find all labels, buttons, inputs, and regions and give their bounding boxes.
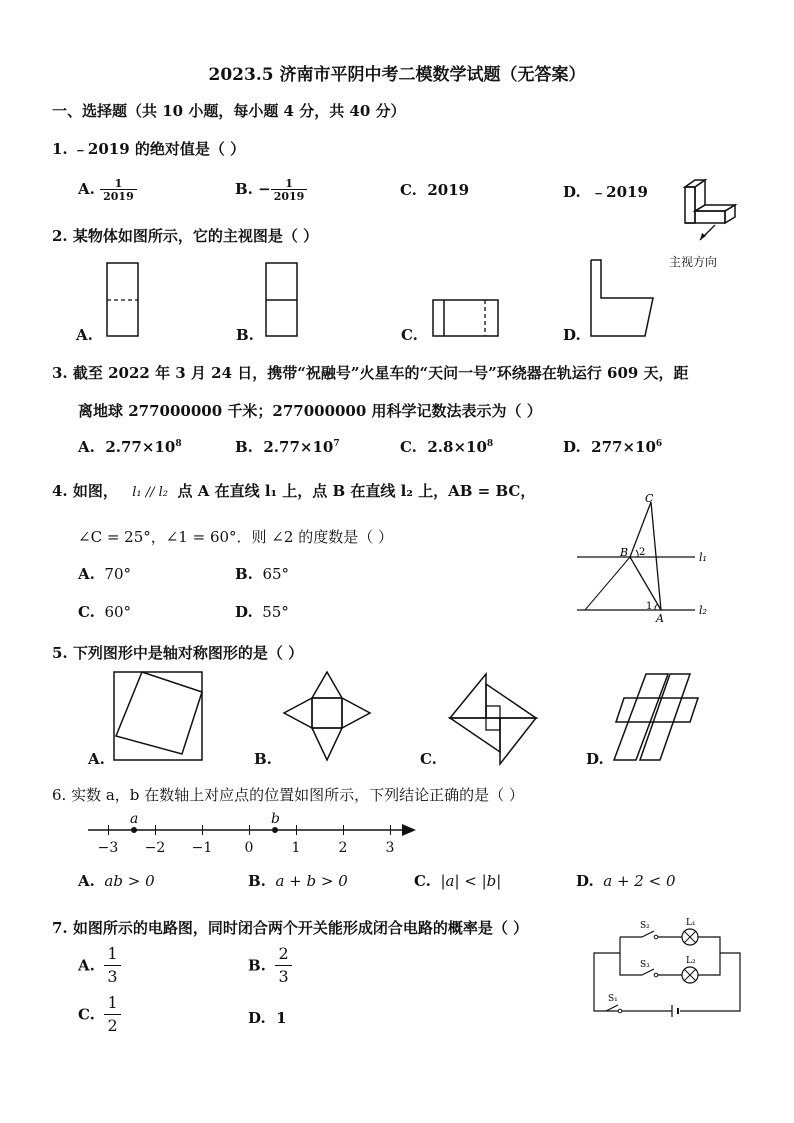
q3-stem-line1: 3. 截至 2022 年 3 月 24 日，携带“祝融号”火星车的“天问一号”环绕器在轨运行 609 天，距 <box>52 364 689 382</box>
q7-option-c[interactable]: C. $\frac{1}{2}$ <box>78 995 121 1034</box>
q7-label-s2: S₂ <box>640 921 650 931</box>
q7-label-l2: L₂ <box>686 956 696 966</box>
q5-c-figure <box>448 672 542 766</box>
q7-b-fraction: $\frac{2}{3}$ <box>275 946 291 985</box>
q3-option-a[interactable]: A. $2.77\times 10^8$ <box>78 438 182 456</box>
q2-option-c[interactable]: C. <box>401 326 418 344</box>
q6-point-a-label: a <box>130 811 139 827</box>
q2-d-figure <box>589 258 657 340</box>
q6-tick-mark <box>296 825 297 835</box>
q2-option-d[interactable]: D. <box>563 326 581 344</box>
q6-tick-label: 3 <box>385 840 395 856</box>
q5-option-b[interactable]: B. <box>254 750 272 768</box>
q6-option-c[interactable]: C. |a| < |b| <box>414 872 502 890</box>
q6-option-d[interactable]: D. a + 2 < 0 <box>576 872 676 890</box>
q6-option-a[interactable]: A. ab > 0 <box>78 872 155 890</box>
q6-tick-label: 2 <box>338 840 348 856</box>
q7-circuit-figure <box>590 915 750 1025</box>
q6-point-a-dot <box>131 827 137 833</box>
q4-stem-line2: ∠C = 25°，∠1 = 60°．则 ∠2 的度数是（ ） <box>78 528 393 546</box>
q1-stem: 1. ﹣2019 的绝对值是（ ） <box>52 140 246 158</box>
q6-tick-mark <box>108 825 109 835</box>
q7-label-s1: S₁ <box>608 994 618 1004</box>
q3-option-c[interactable]: C. $2.8\times 10^8$ <box>400 438 494 456</box>
q2-a-figure <box>106 262 140 338</box>
q4-label-l2: l₂ <box>699 604 707 617</box>
q5-option-a[interactable]: A. <box>88 750 105 768</box>
q4-option-c[interactable]: C. 60° <box>78 603 132 621</box>
q7-c-fraction: $\frac{1}{2}$ <box>104 995 120 1034</box>
q2-stem: 2. 某物体如图所示，它的主视图是（ ） <box>52 227 319 245</box>
q6-tick-mark <box>343 825 344 835</box>
q2-object-figure <box>675 175 745 245</box>
q5-option-c[interactable]: C. <box>420 750 437 768</box>
q1-b-fraction: $\frac{1}{2019}$ <box>271 178 308 202</box>
q1-option-b[interactable]: B. − $\frac{1}{2019}$ <box>235 178 307 202</box>
q6-option-b[interactable]: B. a + b > 0 <box>248 872 348 890</box>
q7-option-b[interactable]: B. $\frac{2}{3}$ <box>248 946 292 985</box>
q2-view-direction-label: 主视方向 <box>669 255 718 269</box>
q4-label-2: 2 <box>639 547 646 558</box>
q5-d-figure <box>614 672 700 764</box>
q2-c-figure <box>432 299 500 339</box>
q6-tick-mark <box>390 825 391 835</box>
q3-option-d[interactable]: D. $277\times 10^6$ <box>563 438 663 456</box>
q4-label-b: B <box>620 546 629 559</box>
q4-label-1: 1 <box>646 601 653 612</box>
q7-label-s3: S₃ <box>640 960 650 970</box>
q4-option-d[interactable]: D. 55° <box>235 603 289 621</box>
q6-stem: 6. 实数 a，b 在数轴上对应点的位置如图所示，下列结论正确的是（ ） <box>52 786 524 804</box>
q6-tick-mark <box>155 825 156 835</box>
q6-tick-mark <box>202 825 203 835</box>
q1-option-a[interactable]: A. $\frac{1}{2019}$ <box>78 178 137 202</box>
q5-a-figure <box>112 670 204 762</box>
q5-stem: 5. 下列图形中是轴对称图形的是（ ） <box>52 644 304 662</box>
q5-b-figure <box>282 668 372 764</box>
q2-option-b[interactable]: B. <box>236 326 254 344</box>
q6-point-b-label: b <box>271 811 280 827</box>
q2-option-a[interactable]: A. <box>76 326 93 344</box>
q5-option-d[interactable]: D. <box>586 750 604 768</box>
q4-label-c: C <box>645 492 654 505</box>
q7-label-l1: L₁ <box>686 918 696 928</box>
q7-option-a[interactable]: A. $\frac{1}{3}$ <box>78 946 121 985</box>
q3-option-b[interactable]: B. $2.77\times 10^7$ <box>235 438 340 456</box>
q4-label-l1: l₁ <box>699 551 707 564</box>
q6-tick-label: −2 <box>144 840 166 856</box>
section-heading: 一、选择题（共 10 小题，每小题 4 分，共 40 分） <box>52 102 406 120</box>
q1-a-fraction: $\frac{1}{2019}$ <box>100 178 137 202</box>
q3-stem-line2: 离地球 277000000 千米；277000000 用科学记数法表示为（ ） <box>78 402 542 420</box>
q4-geometry-figure <box>575 490 715 630</box>
page-title: 2023.5 济南市平阴中考二模数学试题（无答案） <box>208 65 586 85</box>
q1-option-c[interactable]: C. 2019 <box>400 181 470 199</box>
q4-stem-line1: 4. 如图， l₁ // l₂ 点 A 在直线 l₁ 上，点 B 在直线 l₂ 上，AB = BC， <box>52 482 536 500</box>
q7-option-d[interactable]: D. 1 <box>248 1009 287 1027</box>
q1-option-d[interactable]: D. ﹣2019 <box>563 183 648 201</box>
q6-tick-label: −1 <box>191 840 213 856</box>
q4-option-b[interactable]: B. 65° <box>235 565 290 583</box>
q7-stem: 7. 如图所示的电路图，同时闭合两个开关能形成闭合电路的概率是（ ） <box>52 919 529 937</box>
q6-tick-label: 1 <box>291 840 301 856</box>
q7-a-fraction: $\frac{1}{3}$ <box>104 946 120 985</box>
q6-tick-mark <box>249 825 250 835</box>
q6-tick-label: 0 <box>244 840 254 856</box>
q6-tick-label: −3 <box>97 840 119 856</box>
q4-label-a: A <box>656 612 664 625</box>
q2-b-figure <box>265 262 299 338</box>
q4-option-a[interactable]: A. 70° <box>78 565 132 583</box>
q6-point-b-dot <box>272 827 278 833</box>
